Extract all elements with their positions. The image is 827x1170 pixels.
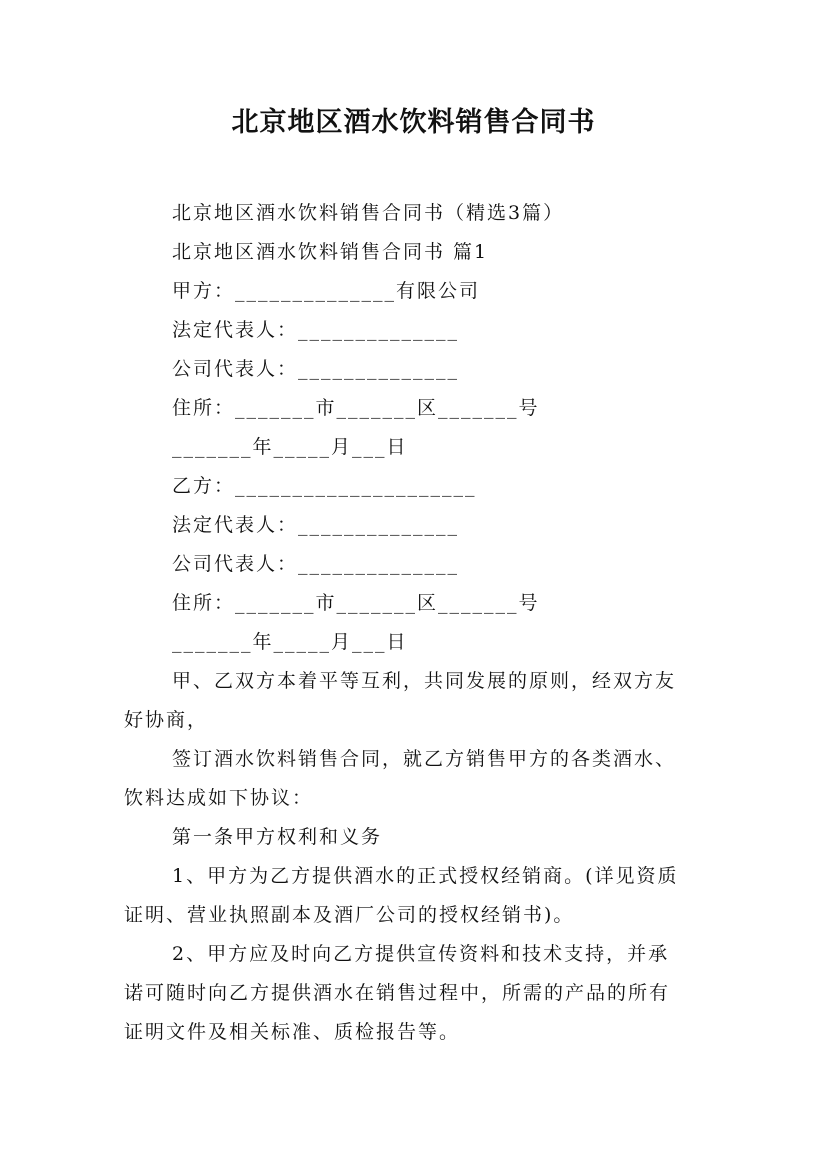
paragraph-line: 诺可随时向乙方提供酒水在销售过程中，所需的产品的所有 — [124, 982, 671, 1004]
paragraph-line: 证明、营业执照副本及酒厂公司的授权经销书)。 — [124, 904, 575, 926]
party-b-address-line: 住所：_______市_______区_______号 — [172, 592, 540, 614]
party-a-address-line: 住所：_______市_______区_______号 — [172, 397, 540, 419]
paragraph-line: 饮料达成如下协议： — [124, 787, 314, 809]
document-title: 北京地区酒水饮料销售合同书 — [231, 107, 596, 138]
paragraph-line: 证明文件及相关标准、质检报告等。 — [124, 1021, 461, 1043]
party-b-legal-rep-line: 法定代表人：______________ — [172, 514, 460, 536]
party-b-line: 乙方：_____________________ — [172, 475, 477, 497]
paragraph-line: 2、甲方应及时向乙方提供宣传资料和技术支持，并承 — [172, 943, 670, 965]
paragraph-line: 1、甲方为乙方提供酒水的正式授权经销商。(详见资质 — [172, 865, 679, 887]
party-b-company-rep-line: 公司代表人：______________ — [172, 553, 460, 575]
party-a-legal-rep-line: 法定代表人：______________ — [172, 319, 460, 341]
party-a-date-line: _______年_____月___日 — [172, 436, 408, 458]
party-a-company-rep-line: 公司代表人：______________ — [172, 358, 460, 380]
paragraph-line: 甲、乙双方本着平等互利，共同发展的原则，经双方友 — [172, 670, 677, 692]
paragraph-line: 好协商， — [124, 709, 209, 731]
party-b-date-line: _______年_____月___日 — [172, 631, 408, 653]
party-a-line: 甲方：______________有限公司 — [172, 280, 481, 302]
paragraph-line: 签订酒水饮料销售合同，就乙方销售甲方的各类酒水、 — [172, 748, 677, 770]
subtitle-part-1: 北京地区酒水饮料销售合同书 篇1 — [172, 241, 489, 263]
subtitle-collection: 北京地区酒水饮料销售合同书（精选3篇） — [172, 202, 565, 224]
section-heading: 第一条甲方权利和义务 — [172, 826, 383, 848]
